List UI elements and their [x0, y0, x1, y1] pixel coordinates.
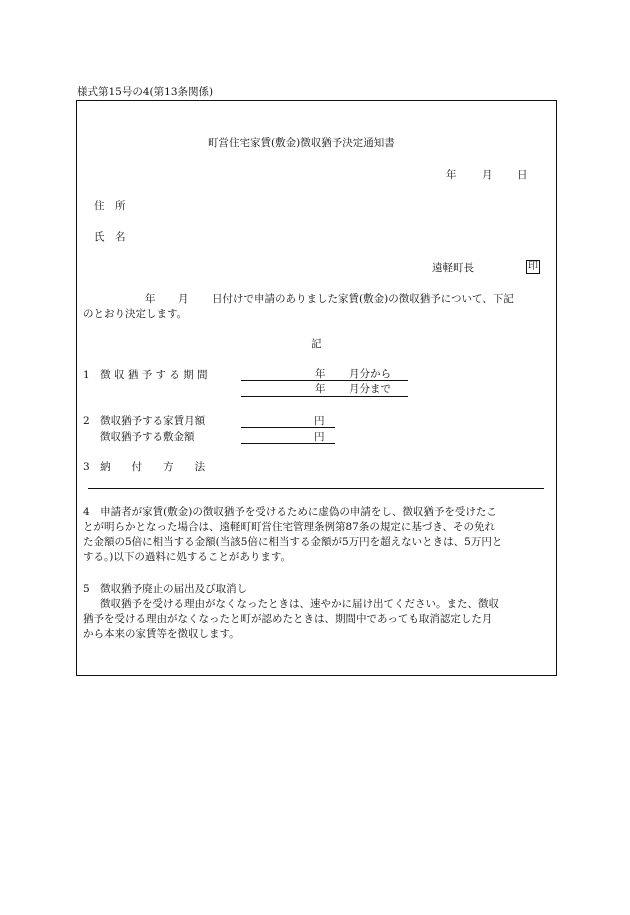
date-month: 月: [482, 169, 493, 181]
note-4-line3: た金額の5倍に相当する金額(当該5倍に相当する金額が5万円を超えないときは、5万円と: [83, 536, 503, 548]
note-5-title: 5 徴収猶予廃止の届出及び取消し: [83, 583, 248, 595]
deposit-amount-label: 徴収猶予する敷金額: [100, 431, 195, 443]
period-to-year: 年: [315, 383, 326, 395]
date-year: 年: [446, 169, 457, 181]
address-label: 住 所: [94, 200, 126, 212]
ki-heading: 記: [311, 338, 322, 350]
intro-year: 年: [145, 293, 156, 305]
intro-text-line2: のとおり決定します。: [83, 308, 188, 320]
form-number-label: 様式第15号の4(第13条関係): [77, 86, 214, 98]
rent-amount-label: 2 徴収猶予する家賃月額: [83, 415, 206, 427]
issuer-name: 遠軽町長: [432, 262, 474, 274]
date-day: 日: [517, 169, 528, 181]
period-from-year: 年: [315, 368, 326, 380]
period-to-underline: [241, 396, 408, 397]
note-5-line3: から本来の家賃等を徴収します。: [83, 628, 240, 640]
rent-underline: [241, 427, 335, 428]
period-from-underline: [241, 380, 408, 381]
intro-text-line1: 日付けで申請のありました家賃(敷金)の徴収猶予について、下記: [212, 293, 514, 305]
payment-method-label: 3 納 付 方 法: [83, 461, 206, 473]
note-5-line1: 徴収猶予を受ける理由がなくなったときは、速やかに届け出てください。また、徴収: [100, 598, 499, 610]
period-to-month: 月分まで: [349, 383, 391, 395]
note-4-line1: 4 申請者が家賃(敷金)の徴収猶予を受けるために虚偽の申請をし、徴収猶予を受けたこ: [83, 506, 497, 518]
period-from-month: 月分から: [349, 368, 391, 380]
note-4-line4: する。)以下の過料に処することがあります。: [83, 551, 292, 563]
name-label: 氏 名: [94, 231, 126, 243]
deposit-underline: [241, 443, 335, 444]
deposit-yen: 円: [314, 431, 325, 443]
document-title: 町営住宅家賃(敷金)徴収猶予決定通知書: [208, 137, 395, 149]
seal-stamp: 印: [528, 261, 538, 272]
intro-month: 月: [178, 293, 189, 305]
note-5-line2: 猶予を受ける理由がなくなったと町が認めたときは、期間中であっても取消認定した月: [83, 613, 493, 625]
rent-yen: 円: [314, 415, 325, 427]
period-label: 1 徴 収 猶 予 す る 期 間: [83, 369, 208, 381]
payment-method-rule: [88, 488, 544, 489]
note-4-line2: とが明らかとなった場合は、遠軽町町営住宅管理条例第87条の規定に基づき、その免れ: [83, 521, 495, 533]
